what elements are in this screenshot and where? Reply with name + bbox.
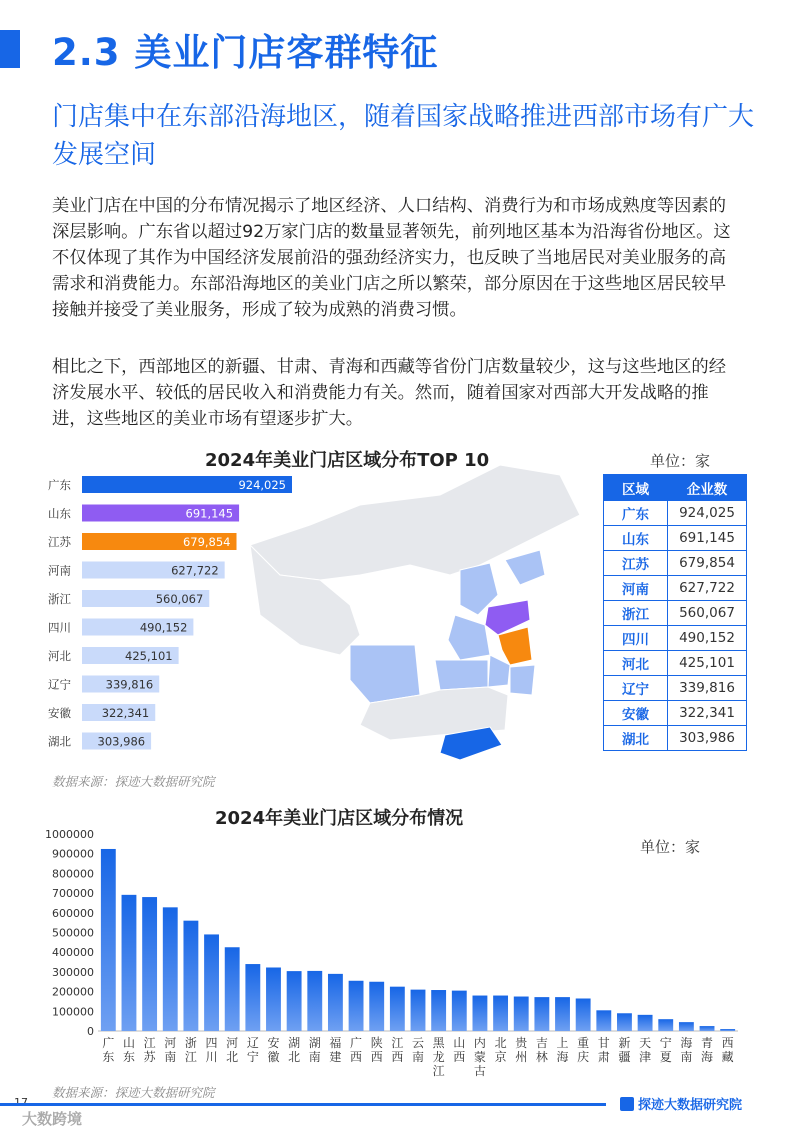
- x-tick-label: 山西: [453, 1036, 466, 1064]
- table-cell-region: 广东: [604, 501, 668, 526]
- table-row: [604, 626, 747, 651]
- table-cell-count: 490,152: [668, 626, 747, 651]
- body-paragraph-2: 相比之下，西部地区的新疆、甘肃、青海和西藏等省份门店数量较少，这与这些地区的经济发展水平、较低的居民收入和消费能力有关。然而，随着国家对西部大开发战略的推进，这些地区的美业市场有望逐步扩大。: [52, 357, 726, 429]
- table-cell-region: 江苏: [604, 551, 668, 576]
- top10-value-label: 560,067: [155, 592, 204, 606]
- brand-logo-icon: [620, 1097, 634, 1111]
- x-tick-label: 湖南: [308, 1036, 321, 1064]
- x-tick-label: 安徽: [267, 1036, 280, 1064]
- top10-value-label: 425,101: [125, 649, 173, 663]
- footer-brand: [620, 1094, 742, 1113]
- x-tick-label: 上海: [556, 1036, 569, 1064]
- distribution-bar: [555, 997, 570, 1031]
- x-tick-label: 河北: [226, 1036, 239, 1064]
- table-cell-count: 303,986: [668, 726, 747, 751]
- x-tick-label: 云南: [411, 1036, 425, 1064]
- top10-table: [603, 474, 747, 751]
- y-tick-label: 300000: [52, 965, 94, 979]
- table-row: [604, 701, 747, 726]
- distribution-bar: [142, 897, 157, 1031]
- data-source-1: 数据来源：探迹大数据研究院: [52, 774, 215, 789]
- x-tick-label: 宁夏: [659, 1036, 672, 1064]
- top10-value-label: 490,152: [139, 620, 188, 635]
- distribution-bar: [225, 947, 240, 1031]
- distribution-bar: [349, 981, 364, 1031]
- distribution-unit-label: 单位：家: [640, 838, 701, 856]
- x-tick-label: 江苏: [143, 1036, 156, 1064]
- distribution-bar: [245, 964, 260, 1031]
- top10-category-label: 辽宁: [48, 677, 71, 692]
- distribution-bar: [369, 982, 384, 1031]
- distribution-bar: [679, 1022, 694, 1031]
- table-cell-count: 322,341: [668, 701, 747, 726]
- x-tick-label: 广西: [350, 1036, 363, 1064]
- table-cell-region: 安徽: [604, 701, 668, 726]
- distribution-bar: [493, 996, 508, 1031]
- distribution-bar: [576, 998, 591, 1031]
- distribution-bar: [390, 987, 405, 1031]
- y-tick-label: 400000: [52, 946, 94, 960]
- distribution-bar: [700, 1026, 715, 1031]
- top10-value-label: 691,145: [185, 506, 234, 521]
- map-region-henan: [448, 615, 490, 660]
- distribution-bar: [328, 974, 343, 1031]
- y-tick-label: 800000: [52, 867, 94, 881]
- distribution-bar: [431, 990, 446, 1031]
- table-cell-count: 679,854: [668, 551, 747, 576]
- distribution-bar: [596, 1010, 611, 1031]
- top10-category-label: 湖北: [48, 734, 71, 749]
- table-cell-region: 湖北: [604, 726, 668, 751]
- distribution-bar: [617, 1013, 632, 1031]
- y-tick-label: 700000: [52, 887, 94, 901]
- data-source-2: 数据来源：探迹大数据研究院: [52, 1085, 215, 1100]
- x-tick-label: 河南: [164, 1036, 177, 1064]
- table-row: [604, 601, 747, 626]
- x-tick-label: 重庆: [577, 1036, 590, 1064]
- x-tick-label: 吉林: [535, 1036, 548, 1064]
- top10-category-label: 山东: [48, 506, 71, 521]
- y-tick-label: 600000: [52, 906, 94, 920]
- top10-category-label: 河北: [48, 649, 71, 663]
- china-map: [240, 455, 600, 775]
- distribution-bar: [204, 934, 219, 1031]
- x-tick-label: 天津: [639, 1036, 652, 1064]
- table-cell-region: 河南: [604, 576, 668, 601]
- distribution-bar: [720, 1029, 735, 1031]
- map-region-hubei: [435, 660, 488, 690]
- page-title: 2.3 美业门店客群特征: [52, 31, 439, 74]
- table-cell-count: 425,101: [668, 651, 747, 676]
- distribution-bar: [473, 996, 488, 1031]
- table-cell-count: 627,722: [668, 576, 747, 601]
- table-row: [604, 551, 747, 576]
- y-tick-label: 100000: [52, 1005, 94, 1019]
- table-header-count: 企业数: [668, 475, 747, 501]
- distribution-bar: [658, 1019, 673, 1031]
- table-cell-count: 339,816: [668, 676, 747, 701]
- distribution-bar: [183, 921, 198, 1031]
- top10-value-label: 924,025: [238, 478, 286, 492]
- map-region-sichuan: [350, 645, 420, 703]
- y-tick-label: 200000: [52, 985, 94, 999]
- map-region-zhejiang: [510, 665, 535, 695]
- top10-category-label: 河南: [48, 563, 71, 578]
- x-tick-label: 贵州: [515, 1036, 528, 1064]
- top10-category-label: 四川: [48, 620, 71, 635]
- table-row: [604, 651, 747, 676]
- distribution-bar: [411, 990, 426, 1031]
- top10-category-label: 浙江: [48, 592, 71, 606]
- distribution-bar: [638, 1015, 653, 1031]
- distribution-bar: [266, 967, 281, 1031]
- table-row: [604, 726, 747, 751]
- distribution-bar-chart: [30, 820, 750, 1080]
- top10-category-label: 江苏: [48, 535, 71, 549]
- top10-category-label: 广东: [48, 478, 71, 492]
- x-tick-label: 甘肃: [597, 1036, 610, 1064]
- x-tick-label: 青海: [701, 1036, 714, 1064]
- section-subtitle: 门店集中在东部沿海地区，随着国家战略推进西部市场有广大发展空间: [52, 102, 755, 170]
- x-tick-label: 新疆: [618, 1036, 631, 1064]
- body-paragraph-1: 美业门店在中国的分布情况揭示了地区经济、人口结构、消费行为和市场成熟度等因素的深层影响。广东省以超过92万家门店的数量显著领先，前列地区基本为沿海省份地区。这不仅体现了其作为中国经济发展前沿的强劲经济实力，也反映了当地居民对美业服务的高需求和消费能力。东部沿海地区的美业门店之所以繁荣，部分原因在于这些地区居民较早接触并接受了美业服务，形成了较为成熟的消费习惯。: [52, 196, 731, 320]
- distribution-bar: [163, 907, 178, 1031]
- table-cell-count: 560,067: [668, 601, 747, 626]
- table-row: [604, 501, 747, 526]
- table-cell-region: 四川: [604, 626, 668, 651]
- top10-chart-title: 2024年美业门店区域分布TOP 10: [205, 450, 490, 471]
- x-tick-label: 广东: [102, 1036, 115, 1064]
- y-tick-label: 900000: [52, 847, 94, 861]
- table-cell-region: 河北: [604, 651, 668, 676]
- distribution-bar: [307, 971, 322, 1031]
- watermark-text: 大数跨境: [22, 1110, 83, 1128]
- table-cell-count: 924,025: [668, 501, 747, 526]
- table-cell-count: 691,145: [668, 526, 747, 551]
- x-tick-label: 四川: [205, 1036, 218, 1064]
- table-row: [604, 676, 747, 701]
- x-tick-label: 山东: [122, 1036, 135, 1064]
- distribution-bar: [287, 971, 302, 1031]
- x-tick-label: 湖北: [288, 1036, 301, 1064]
- x-tick-label: 内蒙古: [473, 1036, 486, 1078]
- top10-value-label: 627,722: [171, 563, 219, 578]
- x-tick-label: 北京: [494, 1036, 507, 1064]
- x-tick-label: 黑龙江: [432, 1036, 445, 1078]
- x-tick-label: 西藏: [721, 1036, 734, 1064]
- distribution-bar: [514, 997, 529, 1031]
- table-cell-region: 山东: [604, 526, 668, 551]
- x-tick-label: 辽宁: [246, 1036, 259, 1064]
- top10-unit-label: 单位：家: [650, 452, 711, 470]
- top10-category-label: 安徽: [48, 706, 71, 720]
- footer-line: [0, 1103, 606, 1106]
- table-row: [604, 576, 747, 601]
- distribution-bar: [122, 895, 137, 1031]
- distribution-bar: [101, 849, 116, 1031]
- x-tick-label: 海南: [680, 1036, 693, 1064]
- footer-brand-text: 探迹大数据研究院: [638, 1098, 743, 1113]
- top10-value-label: 303,986: [97, 734, 146, 749]
- top10-value-label: 679,854: [182, 535, 231, 549]
- distribution-bar: [534, 997, 549, 1031]
- y-tick-label: 0: [87, 1025, 94, 1038]
- table-row: [604, 526, 747, 551]
- table-cell-region: 浙江: [604, 601, 668, 626]
- y-tick-label: 1000000: [45, 828, 94, 841]
- top10-value-label: 322,341: [101, 706, 150, 720]
- table-cell-region: 辽宁: [604, 676, 668, 701]
- map-region-liaoning: [505, 550, 545, 585]
- x-tick-label: 陕西: [370, 1036, 383, 1064]
- distribution-bar: [452, 991, 467, 1031]
- x-tick-label: 浙江: [184, 1036, 197, 1064]
- x-tick-label: 福建: [329, 1036, 342, 1064]
- table-header-region: 区域: [604, 475, 668, 501]
- top10-value-label: 339,816: [105, 677, 154, 692]
- title-accent-bar: [0, 30, 20, 68]
- distribution-chart-title: 2024年美业门店区域分布情况: [215, 808, 464, 829]
- y-tick-label: 500000: [52, 926, 94, 940]
- x-tick-label: 江西: [391, 1036, 404, 1064]
